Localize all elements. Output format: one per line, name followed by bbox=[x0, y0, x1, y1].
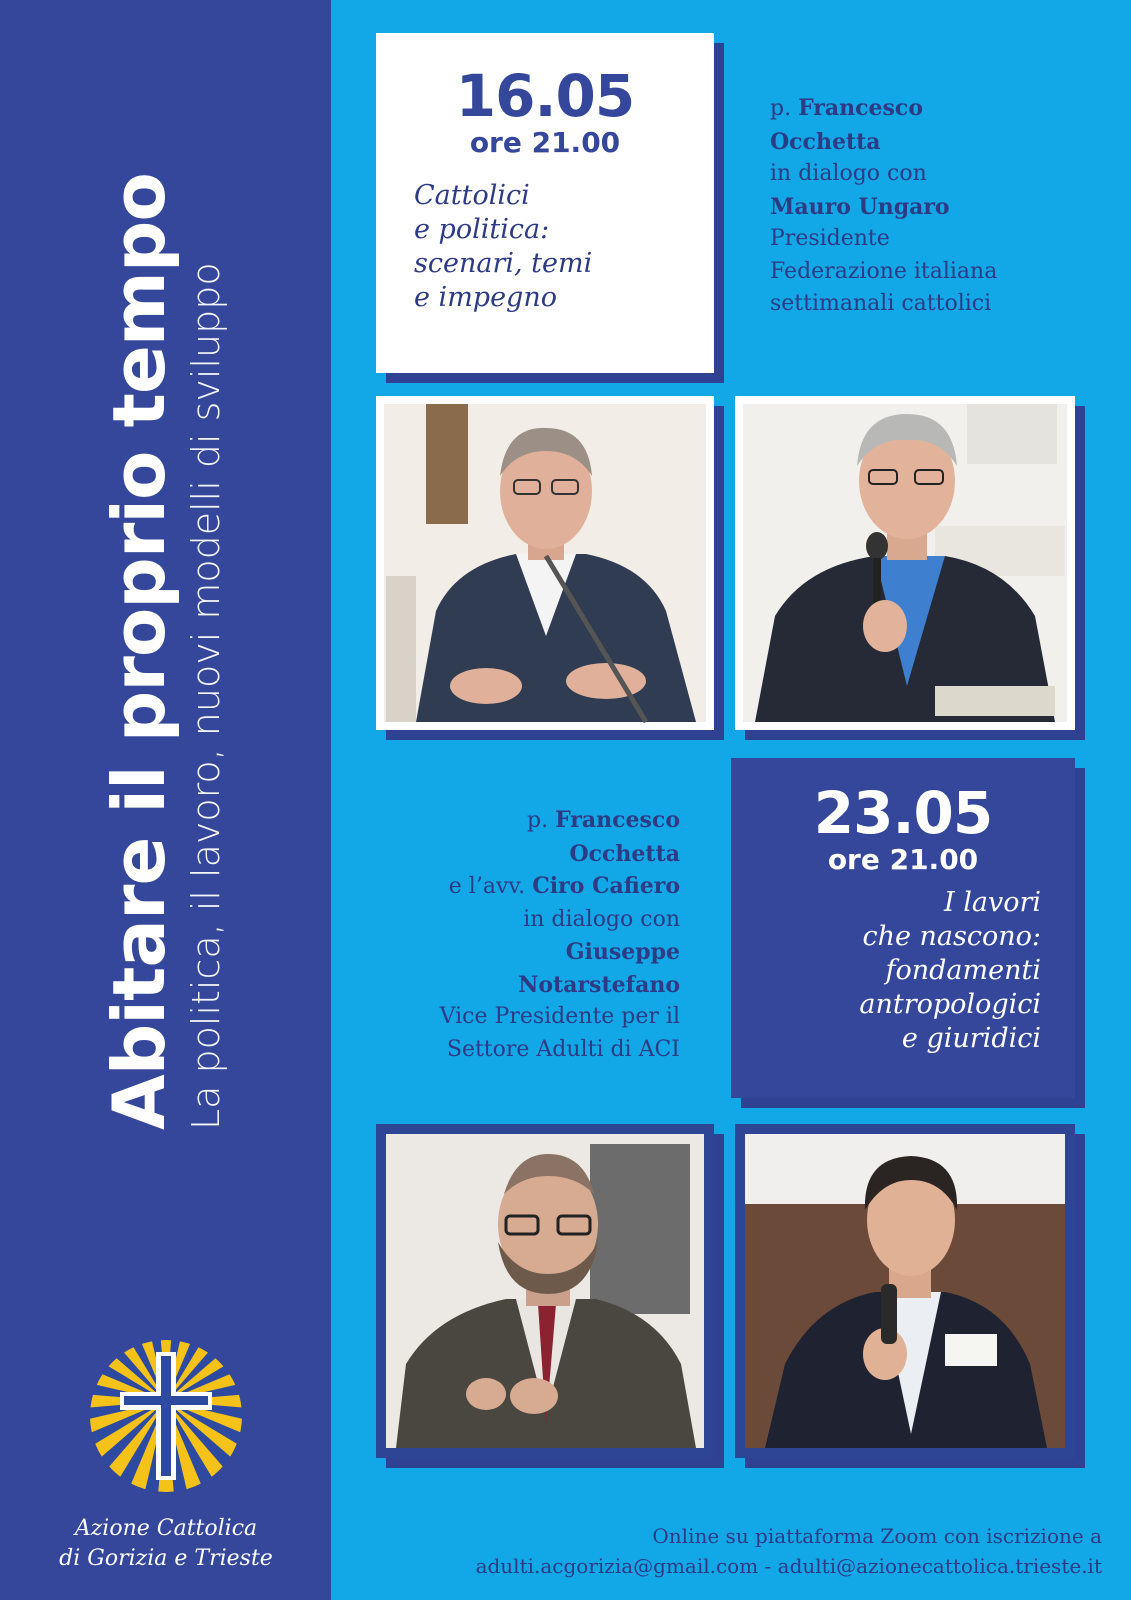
speaker-photo-notarstefano bbox=[376, 1124, 714, 1458]
organization-line-2: di Gorizia e Trieste bbox=[59, 1546, 273, 1571]
guest-last-name: Notarstefano bbox=[518, 971, 680, 998]
speaker-photo-cafiero bbox=[735, 1124, 1075, 1458]
organization-line-1: Azione Cattolica bbox=[74, 1516, 258, 1541]
speaker-photo-ungaro bbox=[735, 396, 1075, 730]
event2-topic-line: che nascono: bbox=[862, 921, 1041, 952]
event1-topic bbox=[414, 179, 704, 315]
dialogue-connector: in dialogo con bbox=[523, 906, 680, 932]
guest-name: Mauro Ungaro bbox=[770, 193, 950, 220]
guest-first-name: Giuseppe bbox=[565, 939, 680, 965]
registration-line: Online su piattaforma Zoom con iscrizione a bbox=[652, 1524, 1102, 1548]
guest-role-line: Settore Adulti di ACI bbox=[446, 1036, 680, 1062]
event-series-subtitle: La politica, il lavoro, nuovi modelli di sviluppo bbox=[184, 262, 228, 1130]
event2-time: ore 21.00 bbox=[827, 843, 979, 876]
sidebar bbox=[0, 0, 331, 1600]
registration-info bbox=[400, 1521, 1102, 1581]
event2-topic-line: fondamenti bbox=[885, 955, 1041, 986]
speaker-first-name: Francesco bbox=[798, 95, 923, 121]
vertical-title-block bbox=[97, 110, 250, 1130]
event1-topic-line: scenari, temi bbox=[414, 248, 593, 279]
speaker-prefix: p. bbox=[770, 96, 792, 121]
event2-card bbox=[731, 758, 1075, 1098]
registration-emails: adulti.acgorizia@gmail.com - adulti@azionecattolica.trieste.it bbox=[475, 1554, 1102, 1578]
event2-date: 23.05 bbox=[813, 779, 993, 847]
guest-role-line: Federazione italiana bbox=[770, 258, 998, 284]
speaker-prefix: p. bbox=[527, 808, 549, 833]
event2-topic bbox=[859, 886, 1041, 1056]
organization-name bbox=[30, 1514, 302, 1574]
lawyer-name: Ciro Cafiero bbox=[532, 873, 680, 899]
event2-topic-line: I lavori bbox=[943, 887, 1041, 918]
lawyer-prefix: e l’avv. bbox=[448, 874, 526, 899]
speaker-photo-occhetta bbox=[376, 396, 714, 730]
event1-topic-line: Cattolici bbox=[414, 180, 530, 211]
guest-role-line: settimanali cattolici bbox=[770, 291, 992, 316]
dialogue-connector: in dialogo con bbox=[770, 161, 927, 186]
event1-time: ore 21.00 bbox=[469, 126, 621, 159]
event2-topic-line: e giuridici bbox=[901, 1023, 1041, 1054]
event1-date: 16.05 bbox=[455, 62, 635, 130]
event1-card bbox=[376, 33, 714, 373]
event2-topic-line: antropologici bbox=[859, 989, 1041, 1020]
event1-topic-line: e politica: bbox=[414, 214, 550, 245]
speaker-last-name: Occhetta bbox=[569, 840, 680, 867]
event1-speakers bbox=[770, 92, 1100, 321]
event-series-title: Abitare il proprio tempo bbox=[97, 173, 181, 1130]
guest-role-line: Vice Presidente per il bbox=[439, 1004, 680, 1029]
speaker-first-name: Francesco bbox=[555, 807, 680, 833]
guest-role-line: Presidente bbox=[770, 226, 890, 251]
speaker-last-name: Occhetta bbox=[770, 128, 881, 155]
event2-speakers bbox=[380, 804, 680, 1066]
azione-cattolica-logo-icon bbox=[88, 1338, 244, 1494]
event1-topic-line: e impegno bbox=[414, 282, 557, 313]
